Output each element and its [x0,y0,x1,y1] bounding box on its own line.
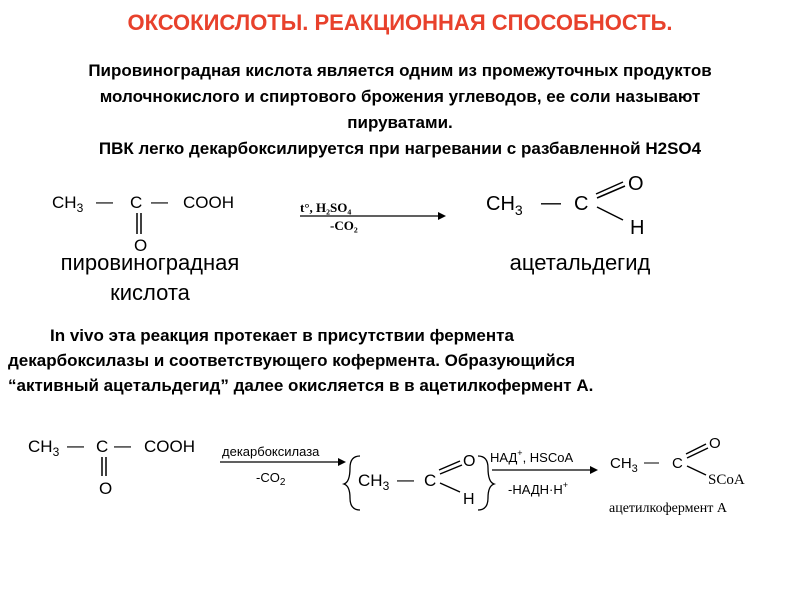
p1-oxygen: O [628,173,644,195]
r2-arrow2-head [590,466,598,474]
r2-enzyme-label: декарбоксилаза [222,444,320,459]
r1-oxygen: O [134,236,148,255]
r1-conditions-bottom: -CO₂ [330,218,358,233]
r1-bond-1: — [96,192,113,211]
i-double-bond-a [439,461,460,470]
r2-bond-1: — [67,436,84,455]
r2-cooh: COOH [144,437,195,456]
intro-line-4: ПВК легко декарбоксилируется при нагревании с разбавленной H2SO4 [98,139,702,158]
p1-single-bond [597,207,623,220]
intro-line-2: молочнокислого и спиртового брожения углеводов, ее соли называют [99,87,701,106]
acetyl-coa-name: ацетилкофермент А [609,501,727,516]
invivo-line-1: In vivo эта реакция протекает в присутствии фермента [50,326,514,345]
a-carbon: C [672,455,683,472]
acetaldehyde-formula [486,173,644,239]
p1-carbon: C [574,193,589,215]
i-double-bond-b [440,465,462,474]
r1-cooh: COOH [183,193,234,212]
p1-bond: — [541,192,561,214]
invivo-line-3: “активный ацетальдегид” далее окисляется в в ацетилкофермент А. [8,376,594,395]
active-acetaldehyde-formula [358,453,475,508]
acetaldehyde-name: ацетальдегид [509,250,651,275]
a-bond: — [644,454,659,471]
r2-arrow1-head [338,458,346,466]
r1-ch3: $CH_3$ [52,193,84,215]
r2-reagent-top: НАД+, HSCoA [490,448,574,465]
i-bond: — [397,470,414,489]
r2-carbon: C [96,437,109,456]
a-double-bond-b [687,448,708,458]
i-hydrogen: H [463,491,475,508]
r1-carbon: C [130,193,143,212]
pyruvic-acid-name-line2: кислота [110,280,190,305]
intro-line-1: Пировиноградная кислота является одним из промежуточных продуктов [88,61,712,80]
a-single-bond [687,466,706,475]
r2-reagent-bottom: -НАДН·Н+ [508,480,568,497]
p1-hydrogen: H [630,217,645,239]
reaction2-scheme [0,420,800,530]
a-ch3: $CH_3$ [610,455,638,475]
r2-bond-2: — [114,436,131,455]
i-ch3: $CH_3$ [358,471,390,493]
p1-ch3: $CH_3$ [486,193,523,218]
invivo-line-2: декарбоксилазы и соответствующего кофермента. Образующийся [8,351,576,370]
r1-bond-2: — [151,192,168,211]
pyruvate-formula [28,436,195,498]
i-carbon: C [424,471,437,490]
acetyl-coa-formula [610,435,745,488]
a-scoa: SCoA [708,472,745,488]
pyruvic-acid-name-line1: пировиноградная [60,250,240,275]
r1-arrow-head [438,212,446,220]
r1-conditions-top: t°, H₂SO₄ [300,200,352,215]
page-title: ОКСОКИСЛОТЫ. РЕАКЦИОННАЯ СПОСОБНОСТЬ. [127,10,673,35]
a-double-bond-a [686,444,706,454]
pyruvic-acid-formula [52,192,234,255]
i-oxygen: O [463,453,476,470]
r2-oxygen: O [99,479,113,498]
i-single-bond [440,483,460,492]
r2-minus-co2: $-CO_2$ [256,470,286,488]
intro-line-3: пируватами. [347,113,453,132]
r2-ch3: $CH_3$ [28,437,60,459]
a-oxygen: O [709,435,721,452]
